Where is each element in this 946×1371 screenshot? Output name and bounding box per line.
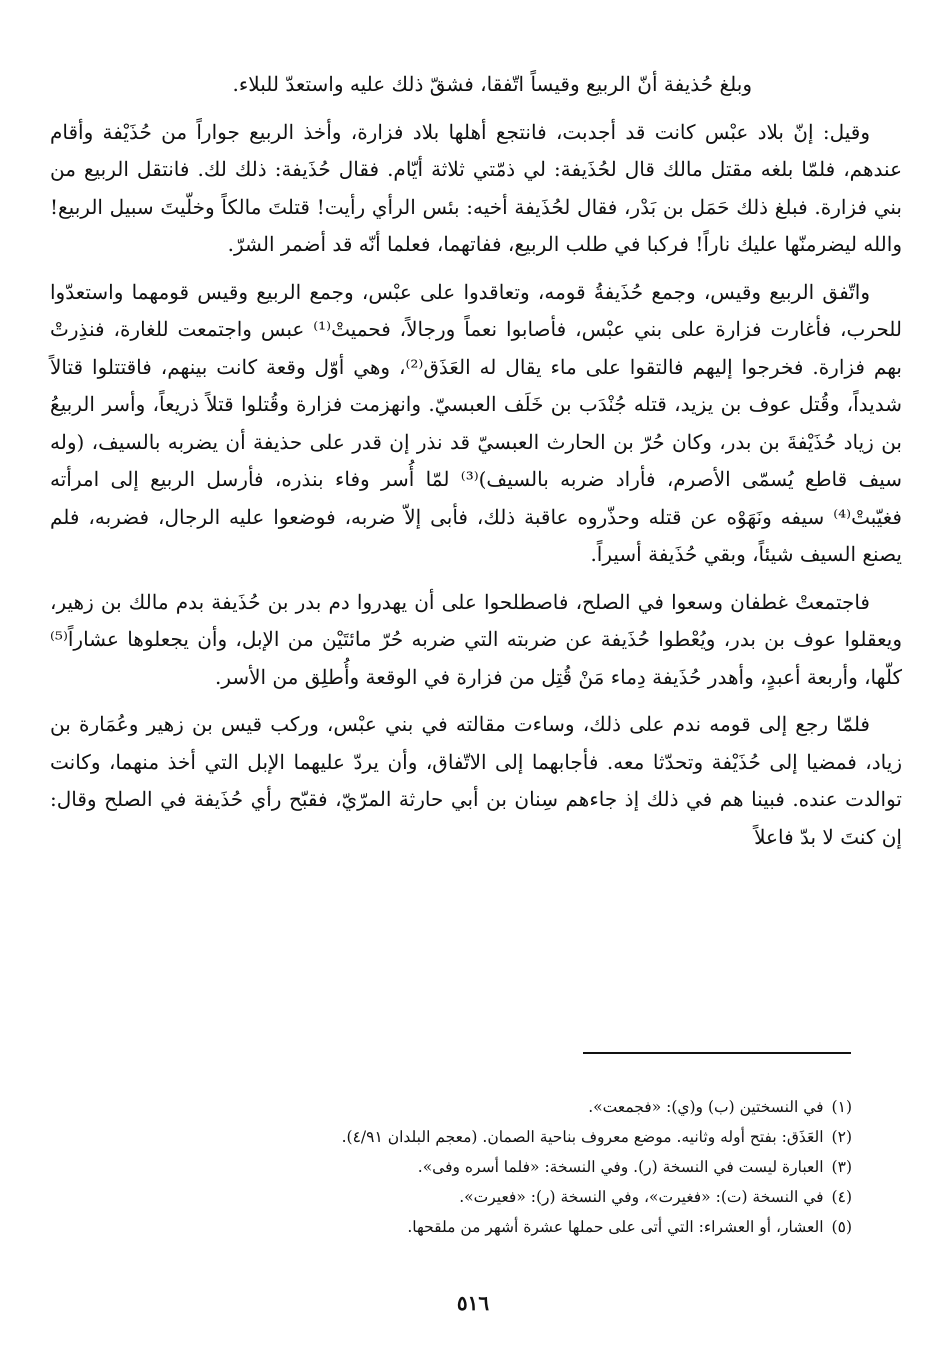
footnote-number: (٤) (831, 1188, 852, 1206)
paragraph: فاجتمعتْ غطفان وسعوا في الصلح، فاصطلحوا على أن يهدروا دم بدر بن حُذَيفة بدم مالك بن زهير، ويعقلوا عوف بن بدر، ويُعْطوا حُذَيفة عن ضربته التي ضربه حُرّ مائتَيْن من الإبل، وأن يجعلوها عشاراً⁽⁵⁾ كلّها، وأربعة أعبدٍ، وأهدر حُذَيفة دِماء مَنْ قُتِل من فزارة في الوقعة وأُطلِق من الأسر. (50, 589, 902, 689)
footnote-number: (٥) (831, 1218, 852, 1236)
footnote (60, 1122, 852, 1152)
footnote (60, 1092, 852, 1122)
main-text (50, 66, 902, 856)
footnote-text: في النسخة (ت): «فغيرت»، وفي النسخة (ر): «فعيرت». (459, 1188, 824, 1206)
paragraph: واتّفق الربيع وقيس، وجمع حُذَيفةُ قومه، وتعاقدوا على عبْس، وجمع الربيع وقيس قومهما واستعدّوا للحرب، فأغارت فزارة على بني عبْس، فأصابوا نعماً ورجالاً، فحميتْ⁽¹⁾ عبس واجتمعت للغارة، فنذِرتْ بهم فزارة. فخرجوا إليهم فالتقوا على ماء يقال له العَذَق⁽²⁾، وهي أوّل وقعة كانت بينهم، فاقتتلوا قتالاً شديداً، وقُتل عوف بن يزيد، قتله جُنْدَب بن خَلَف العبسيّ. وانهزمت فزارة وقُتلوا قتلاً ذريعاً، وأسر الربيعُ بن زياد حُذَيْفةَ بن بدر، وكان حُرّ بن الحارث العبسيّ قد نذر إن قدر على حذيفة أن يضربه بالسيف، (وله سيف قاطع يُسمّى الأصرم، فأراد ضربه بالسيف)⁽³⁾ لمّا أُسر وفاء بنذره، فأرسل الربيع إلى امرأته فغيّبتْ⁽⁴⁾ سيفه ونَهَوْه عن قتله وحذّروه عاقبة ذلك، فأبى إلاّ ضربه، فوضعوا عليه الرجال، فضربه، فلم يصنع السيف شيئاً، وبقي حُذَيفة أسيراً. (50, 279, 903, 566)
footnote-text: العبارة ليست في النسخة (ر). وفي النسخة: «فلما أسره وفى». (417, 1158, 824, 1176)
footnote-text: العشار، أو العشراء: التي أتى على حملها عشرة أشهر من ملقحها. (407, 1218, 824, 1236)
page-number: ٥١٦ (456, 1291, 490, 1315)
footnote-number: (٣) (831, 1158, 852, 1176)
footnote (60, 1212, 852, 1242)
footnote (60, 1152, 852, 1182)
footnote-number: (١) (831, 1098, 852, 1116)
paragraph: فلمّا رجع إلى قومه ندم على ذلك، وساءت مقالته في بني عبْس، وركب قيس بن زهير وعُمَارة بن زياد، فمضيا إلى حُذَيْفة وتحدّثا معه. فأجابهما إلى الاتّفاق، وأن يردّ عليهما الإبل التي أخذ منهما، وكانت توالدت عنده. فبينا هم في ذلك إذ جاءهم سِنان بن أبي حارثة المرّيّ، فقبّح رأي حُذَيفة في الصلح وقال: إن كنتَ لا بدّ فاعلاً (50, 712, 902, 849)
footnote-separator (583, 1052, 851, 1054)
paragraph: وقيل: إنّ بلاد عبْس كانت قد أجدبت، فانتجع أهلها بلاد فزارة، وأخذ الربيع جواراً من حُذَيْفة وأقام عندهم، فلمّا بلغه مقتل مالك قال لحُذَيفة: لي ذمّتي ثلاثة أيّام. فقال حُذَيفة: ذلك لك. فانتقل الربيع من بني فزارة. فبلغ ذلك حَمَل بن بَدْر، فقال لحُذَيفة أخيه: بئس الرأي رأيت! قتلتَ مالكاً وخلّيتَ سبيل الربيع! والله ليضرمنّها عليك ناراً! فركبا في طلب الربيع، ففاتهما، فعلما أنّه قد أضمر الشرّ. (50, 119, 902, 256)
footnote-text: العَذَق: بفتح أوله وثانيه. موضع معروف بناحية الصمان. (معجم البلدان ٤/٩١). (341, 1128, 824, 1146)
footnote-text: في النسختين (ب) و(ي): «فجمعت». (588, 1098, 824, 1116)
footnote-number: (٢) (831, 1128, 852, 1146)
paragraph: وبلغ حُذيفة أنّ الربيع وقيساً اتّفقا، فشقّ ذلك عليه واستعدّ للبلاء. (232, 72, 752, 96)
footnote (60, 1182, 852, 1212)
footnotes (60, 1092, 852, 1242)
